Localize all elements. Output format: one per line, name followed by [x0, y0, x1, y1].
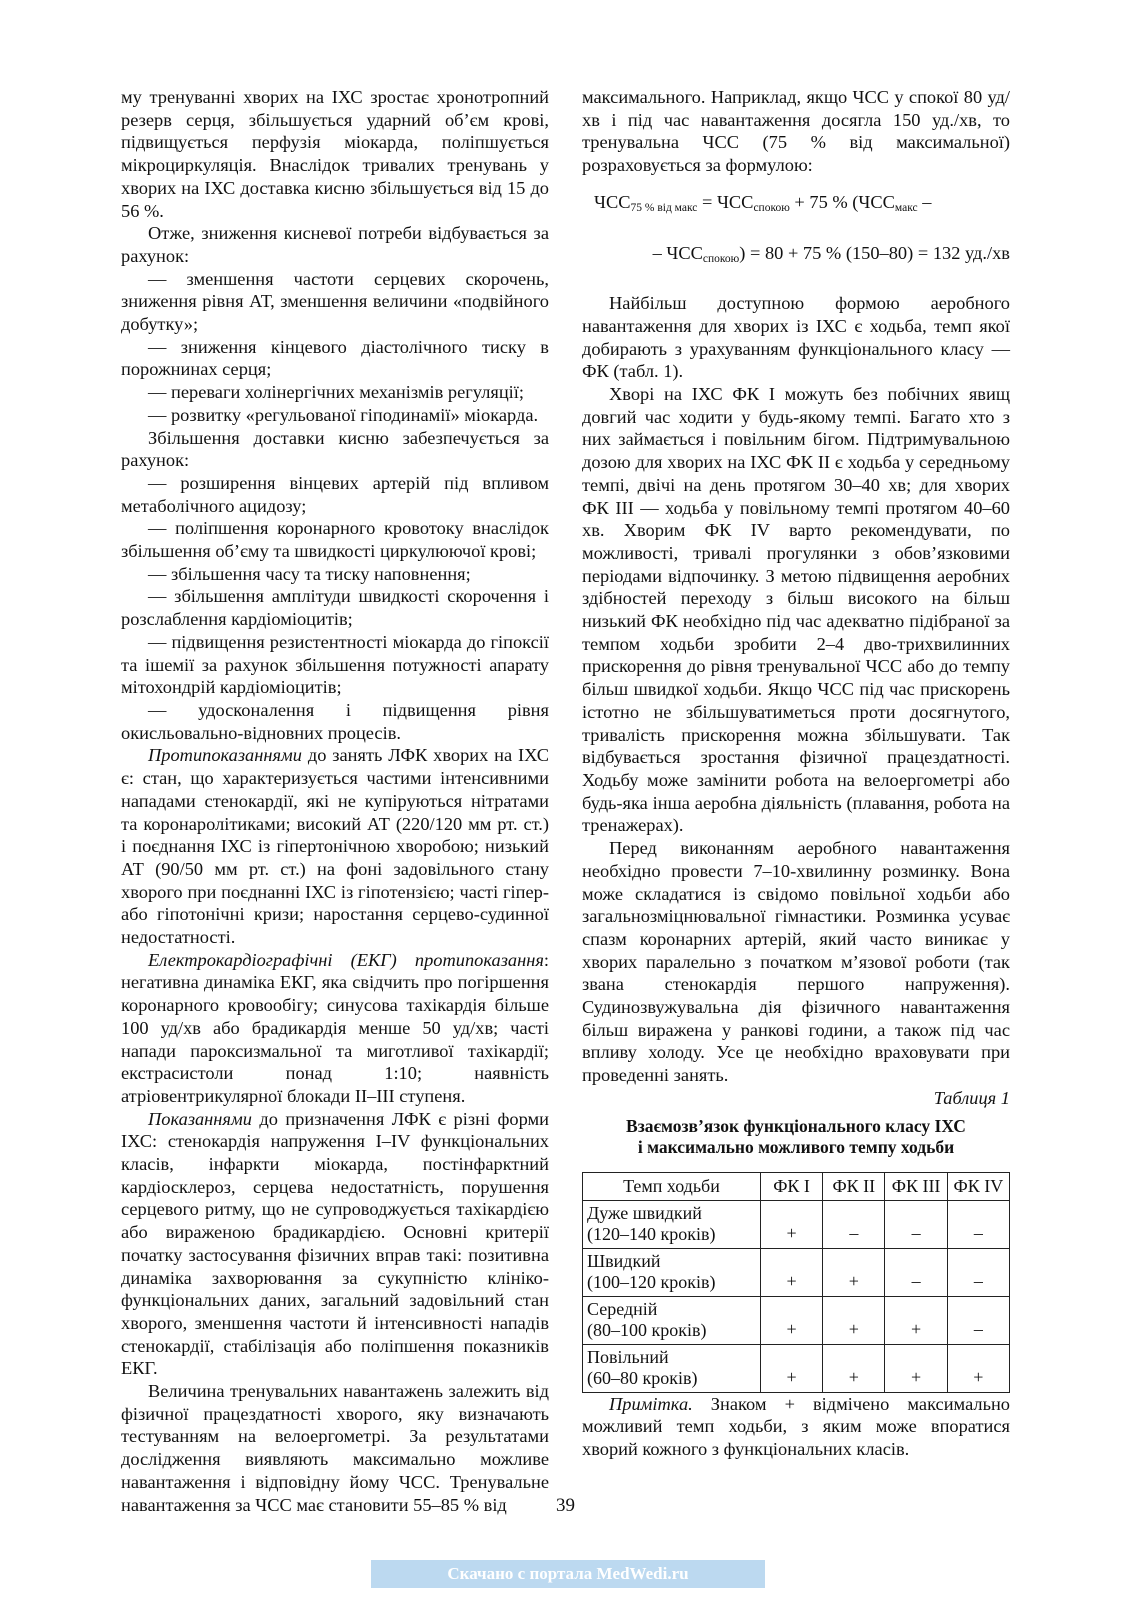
- list-item: — зменшення частоти серцевих скорочень, зниження рівня АТ, зменшення величини «подвійного добутку»;: [121, 268, 549, 335]
- mark-cell: +: [760, 1248, 822, 1296]
- formula-text: = ЧСС: [697, 191, 754, 212]
- tempo-cell: [583, 1344, 761, 1392]
- list-item: — розширення вінцевих артерій під впливом метаболічного ацидозу;: [121, 472, 549, 516]
- table-header-row: [583, 1172, 1010, 1200]
- mark-cell: +: [760, 1344, 822, 1392]
- paragraph: Найбільш доступною формою аеробного навантаження для хворих із ІХС є ходьба, темп якої добирають з урахуванням функціонального класу — ФК (табл. 1).: [582, 293, 1010, 382]
- walking-tempo-table: [582, 1172, 1010, 1393]
- tempo-range: (120–140 кроків): [587, 1223, 716, 1244]
- formula-line-2: [582, 242, 1010, 271]
- list-item: — розвитку «регульованої гіподинамії» міокарда.: [148, 404, 539, 425]
- paragraph: [121, 1108, 549, 1380]
- formula-text: ) = 80 + 75 % (150–80) = 132 уд./хв: [739, 242, 1010, 263]
- table-row: [583, 1344, 1010, 1392]
- table-title: [582, 1116, 1010, 1158]
- formula-subscript: спокою: [753, 201, 790, 214]
- tempo-cell: [583, 1248, 761, 1296]
- list-item: — удосконалення і підвищення рівня окисльовально-відновних процесів.: [121, 699, 549, 743]
- mark-cell: +: [760, 1296, 822, 1344]
- paragraph: максимального. Наприклад, якщо ЧСС у спокої 80 уд/хв і під час навантаження досягла 150 уд./хв, то тренувальна ЧСС (75 % від максимальної) розраховується за формулою:: [582, 87, 1010, 176]
- paragraph-text: : негативна динаміка ЕКГ, яка свідчить про погіршення коронарного кровообігу; синусова тахікардія більше 100 уд/хв або брадикардія менше 50 уд/хв; часті напади пароксизмальної та миготливої тахікардії; екстрасистоли понад 1:10; наявність атріовентрикулярної блокади II–III ступеня.: [121, 949, 549, 1106]
- mark-cell: –: [885, 1200, 947, 1248]
- paragraph: Величина тренувальних навантажень залежить від фізичної працездатності хворого, яку визначають тестуванням на велоергометрі. За результатами дослідження виявляють максимально можливе навантаження і відповідну йому ЧСС. Тренувальне навантаження за ЧСС має становити 55–85 % від: [121, 1381, 549, 1515]
- left-column: [121, 86, 549, 1516]
- note-text: Знаком + відмічено максимально можливий темп ходьби, з яким може впоратися хворий кожного з функціональних класів.: [582, 1393, 1010, 1459]
- mark-cell: +: [823, 1344, 885, 1392]
- formula-text: – ЧСС: [652, 242, 703, 263]
- formula-subscript: спокою: [702, 252, 740, 265]
- mark-cell: +: [823, 1248, 885, 1296]
- paragraph-text: до занять ЛФК хворих на ІХС є: стан, що характеризується частими інтенсивними нападами стенокардії, які не купіруються нітратами та коронаролітиками; високий АТ (220/120 мм рт. ст.) і поєднання ІХС із гіпертонічною хворобою; низький АТ (90/50 мм рт. ст.) на фоні задовільного стану хворого при поєднанні ІХС із гіпотензією; часті гіпер- або гіпотонічні кризи; наростання серцево-судинної недостатності.: [121, 745, 549, 948]
- tempo-range: (100–120 кроків): [587, 1271, 716, 1292]
- list-item: — збільшення часу та тиску наповнення;: [148, 563, 471, 584]
- paragraph: Отже, зниження кисневої потреби відбувається за рахунок:: [121, 223, 549, 266]
- mark-cell: –: [947, 1296, 1009, 1344]
- tempo-range: (80–100 кроків): [587, 1319, 707, 1340]
- italic-term: Протипоказаннями: [148, 745, 302, 766]
- formula-text: + 75 % (ЧСС: [789, 191, 895, 212]
- paragraph: Хворі на ІХС ФК I можуть без побічних явищ довгий час ходити у будь-якому темпі. Багато хто з них займається і повільним бігом. Підтримувальною дозою для хворих на ІХС ФК II є ходьба у середньому темпі, двічі на день протягом 30–40 хв; для хворих ФК III — ходьба у повільному темпі протягом 40–60 хв. Хворим ФК IV варто рекомендувати, по можливості, тривалі прогулянки з обов’язковими періодами відпочинку. З метою підвищення аеробних здібностей переходу з більш високого на більш низький ФК необхідно під час адекватно підібраної за темпом ходьби зробити 2–4 дво-трихвилинних прискорення до рівня тренувальної ЧСС або до темпу більш швидкої ходьби. Якщо ЧСС під час прискорень істотно не збільшуватиметься проти досягнутого, тривалість прискорення можна збільшувати. Так відбувається зростання фізичної працездатності. Ходьбу може замінити робота на велоергометрі або будь-яка інша аеробна діяльність (плавання, робота на тренажерах).: [582, 384, 1010, 836]
- mark-cell: –: [823, 1200, 885, 1248]
- formula-subscript: макс: [894, 201, 918, 214]
- tempo-cell: [583, 1200, 761, 1248]
- table-row: [583, 1200, 1010, 1248]
- mark-cell: –: [885, 1248, 947, 1296]
- tempo-name: Дуже швидкий: [587, 1202, 702, 1223]
- paragraph: Перед виконанням аеробного навантаження необхідно провести 7–10-хвилинну розминку. Вона може складатися із свідомо повільної ходьби або загальнозміцнювальної гімнастики. Розминка усуває спазм коронарних артерій, який часто виникає у хворих паралельно з початком м’язової роботи (так звана стенокардія першого напруження). Судинозвужувальна дія фізичного навантаження більш виражена у ранкові години, а також під час впливу холоду. Усе це необхідно враховувати при проведенні занять.: [582, 838, 1010, 1086]
- formula-text: ЧСС: [594, 191, 631, 212]
- column-header: ФК IV: [947, 1172, 1009, 1200]
- list-item: — збільшення амплітуди швидкості скорочення і розслаблення кардіоміоцитів;: [121, 586, 549, 630]
- paragraph-text: до призначення ЛФК є різні форми ІХС: стенокардія напруження I–IV функціональних класів, інфаркти міокарда, постінфарктний кардіосклероз, серцева недостатність, порушення серцевого ритму, що не супроводжується тахікардією або вираженою брадикардією. Основні критерії початку застосування фізичних вправ такі: позитивна динаміка захворювання за сукупністю клініко-функціональних даних, загальний задовільний стан хворого, зменшення частоти й інтенсивності нападів стенокардії, стабілізація або поліпшення показників ЕКГ.: [121, 1108, 549, 1379]
- paragraph: [121, 744, 549, 948]
- paragraph: Збільшення доставки кисню забезпечується за рахунок:: [121, 427, 549, 471]
- page-number: 39: [556, 1495, 575, 1516]
- mark-cell: +: [760, 1200, 822, 1248]
- right-column: [582, 86, 1010, 1461]
- column-header: ФК III: [885, 1172, 947, 1200]
- table-title-line: і максимально можливого темпу ходьби: [637, 1136, 955, 1157]
- list-item: — підвищення резистентності міокарда до гіпоксії та ішемії за рахунок збільшення потужності апарату мітохондрій кардіоміоцитів;: [121, 631, 549, 698]
- watermark-banner: Скачано с портала MedWedi.ru: [371, 1560, 765, 1588]
- mark-cell: –: [947, 1200, 1009, 1248]
- italic-term: Електрокардіографічні (ЕКГ) протипоказання: [148, 949, 544, 970]
- column-header: Темп ходьби: [583, 1172, 761, 1200]
- paragraph: [121, 949, 549, 1108]
- italic-term: Примітка.: [609, 1393, 693, 1414]
- tempo-range: (60–80 кроків): [587, 1367, 698, 1388]
- list-item: — поліпшення коронарного кровотоку внаслідок збільшення об’єму та швидкості циркулюючої крові;: [121, 518, 549, 562]
- mark-cell: +: [885, 1296, 947, 1344]
- table-row: [583, 1296, 1010, 1344]
- table-note: [582, 1393, 1010, 1461]
- list-item: — зниження кінцевого діастолічного тиску в порожнинах серця;: [121, 336, 549, 380]
- mark-cell: +: [823, 1296, 885, 1344]
- paragraph: му тренуванні хворих на ІХС зростає хронотропний резерв серця, збільшується ударний об’єм крові, підвищується перфузія міокарда, поліпшується мікроциркуляція. Внаслідок тривалих тренувань у хворих на ІХС доставка кисню збільшується від 15 до 56 %.: [121, 87, 549, 221]
- mark-cell: +: [885, 1344, 947, 1392]
- tempo-name: Повільний: [587, 1346, 669, 1367]
- column-header: ФК I: [760, 1172, 822, 1200]
- formula-subscript: 75 % від макс: [630, 201, 698, 214]
- italic-term: Показаннями: [148, 1108, 252, 1129]
- table-row: [583, 1248, 1010, 1296]
- tempo-cell: [583, 1296, 761, 1344]
- table-title-line: Взаємозв’язок функціонального класу ІХС: [626, 1115, 966, 1136]
- mark-cell: +: [947, 1344, 1009, 1392]
- formula-line-1: [594, 191, 1010, 220]
- tempo-name: Швидкий: [587, 1250, 661, 1271]
- list-item: — переваги холінергічних механізмів регуляції;: [148, 382, 525, 403]
- column-header: ФК II: [823, 1172, 885, 1200]
- tempo-name: Середній: [587, 1298, 658, 1319]
- mark-cell: –: [947, 1248, 1009, 1296]
- formula-text: –: [917, 191, 932, 212]
- table-caption: Таблиця 1: [933, 1087, 1010, 1108]
